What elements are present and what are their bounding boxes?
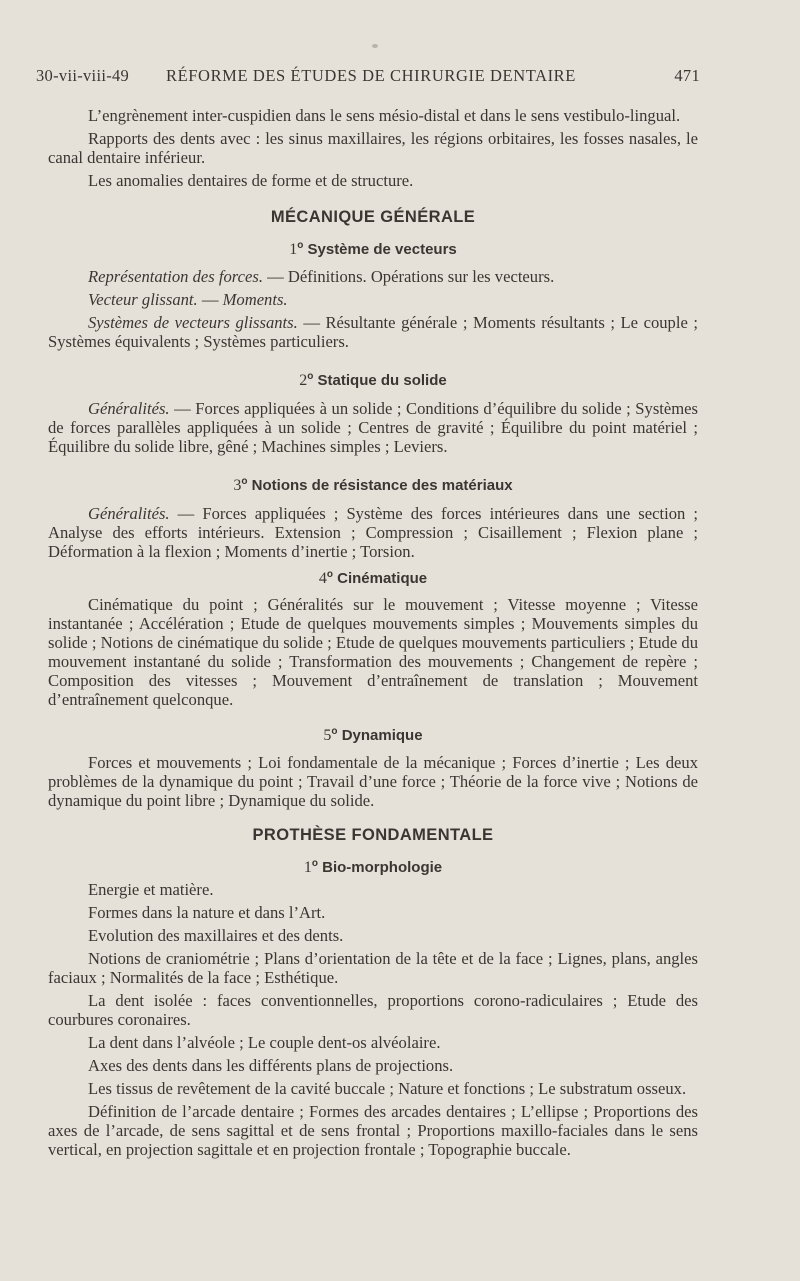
paragraph: Formes dans la nature et dans l’Art.	[88, 903, 326, 922]
italic-term: Généralités.	[88, 399, 170, 418]
paragraph: La dent dans l’alvéole ; Le couple dent-os alvéolaire.	[88, 1033, 441, 1052]
paragraph: Evolution des maxillaires et des dents.	[88, 926, 344, 945]
running-head	[36, 66, 700, 86]
subsection-ordinal: 2	[299, 372, 308, 389]
paragraph: Les tissus de revêtement de la cavité buccale ; Nature et fonctions ; Le substratum osseux.	[88, 1079, 687, 1098]
header-title: RÉFORME DES ÉTUDES DE CHIRURGIE DENTAIRE	[166, 66, 576, 85]
dash: —	[197, 290, 223, 309]
italic-term: Systèmes de vecteurs glissants.	[88, 313, 298, 332]
paragraph: Les anomalies dentaires de forme et de structure.	[88, 171, 414, 190]
paragraph: Notions de craniométrie ; Plans d’orientation de la tête et de la face ; Lignes, plans, angles faciaux ; Normalités de la face ; Esthétique.	[48, 949, 698, 987]
paragraph	[48, 504, 698, 561]
paragraph: Axes des dents dans les différents plans de projections.	[88, 1056, 454, 1075]
ordinal-mark: o	[307, 371, 314, 382]
subsection-title: Cinématique	[337, 570, 428, 587]
subsection-title: Notions de résistance des matériaux	[251, 477, 513, 494]
page-number: 471	[674, 66, 700, 85]
subsection-ordinal: 1	[303, 859, 312, 876]
section-heading-mecanique: MÉCANIQUE GÉNÉRALE	[270, 208, 476, 226]
italic-term: Vecteur glissant.	[88, 290, 198, 309]
subsection-ordinal: 4	[318, 570, 327, 587]
subsection-heading	[48, 367, 698, 391]
paragraph: Cinématique du point ; Généralités sur le mouvement ; Vitesse moyenne ; Vitesse instantanée ; Accélération ; Etude de quelques mouvements simples ; Mouvements simples du solide ; Notions de cinématique du solide ; Etude de quelques mouvements particuliers ; Etude du mouvement instantané du solide ; Transformation des mouvements ; Changement de repère ; Composition des vitesses ; Mouvement d’entraînement de translation ; Mouvement d’entraînement quelconque.	[48, 595, 698, 709]
ordinal-mark: o	[326, 569, 333, 580]
paragraph	[48, 399, 698, 456]
paragraph-text: — Définitions. Opérations sur les vecteurs.	[262, 267, 555, 286]
paragraph: La dent isolée : faces conventionnelles, proportions corono-radiculaires ; Etude des courbures coronaires.	[48, 991, 698, 1029]
subsection-ordinal: 1	[289, 241, 298, 258]
subsection-title: Bio-morphologie	[322, 859, 443, 876]
subsection-ordinal: 3	[233, 477, 242, 494]
page-body	[48, 106, 698, 1159]
paragraph: Energie et matière.	[88, 880, 214, 899]
paragraph: Forces et mouvements ; Loi fondamentale de la mécanique ; Forces d’inertie ; Les deux problèmes de la dynamique du point ; Travail d’une force ; Théorie de la force vive ; Notions de dynamique du point libre ; Dynamique du solide.	[48, 753, 698, 810]
ordinal-mark: o	[297, 240, 304, 251]
subsection-heading	[48, 565, 698, 589]
paragraph	[48, 290, 698, 309]
page	[36, 0, 700, 1281]
subsection-heading	[48, 236, 698, 260]
subsection-title: Statique du solide	[317, 372, 447, 389]
italic-term: Représentation des forces.	[88, 267, 263, 286]
paragraph-text: — Résultante générale ; Moments résultants ; Le couple ; Systèmes équivalents ; Systèmes particuliers.	[48, 313, 698, 351]
paragraph: Rapports des dents avec : les sinus maxillaires, les régions orbitaires, les fosses nasales, le canal dentaire inférieur.	[48, 129, 698, 167]
italic-term: Moments.	[222, 290, 288, 309]
subsection-ordinal: 5	[323, 727, 332, 744]
subsection-title: Dynamique	[341, 727, 423, 744]
ordinal-mark: o	[241, 476, 248, 487]
header-date: 30-vii-viii-49	[36, 66, 130, 85]
italic-term: Généralités.	[88, 504, 170, 523]
section-heading-prothese: PROTHÈSE FONDAMENTALE	[252, 826, 494, 844]
subsection-title: Système de vecteurs	[307, 241, 457, 258]
subsection-heading	[48, 854, 698, 878]
paragraph: Définition de l’arcade dentaire ; Formes des arcades dentaires ; L’ellipse ; Proportions des axes de l’arcade, de sens sagittal et de sens frontal ; Proportions maxillo-faciales dans le sens vertical, en projection sagittale et en projection frontale ; Topographie buccale.	[48, 1102, 698, 1159]
paragraph-text: — Forces appliquées à un solide ; Conditions d’équilibre du solide ; Systèmes de forces parallèles appliquées à un solide ; Centres de gravité ; Équilibre du point matériel ; Équilibre du solide libre, gêné ; Machines simples ; Leviers.	[48, 399, 698, 456]
paragraph: L’engrènement inter-cuspidien dans le sens mésio-distal et dans le sens vestibulo-lingual.	[88, 106, 681, 125]
paragraph	[48, 267, 698, 286]
ordinal-mark: o	[331, 726, 338, 737]
subsection-heading	[48, 472, 698, 496]
subsection-heading	[48, 722, 698, 746]
ordinal-mark: o	[311, 858, 318, 869]
paragraph	[48, 313, 698, 351]
paragraph-text: — Forces appliquées ; Système des forces intérieures dans une section ; Analyse des efforts intérieurs. Extension ; Compression ; Cisaillement ; Flexion plane ; Déformation à la flexion ; Moments d’inertie ; Torsion.	[48, 504, 698, 561]
